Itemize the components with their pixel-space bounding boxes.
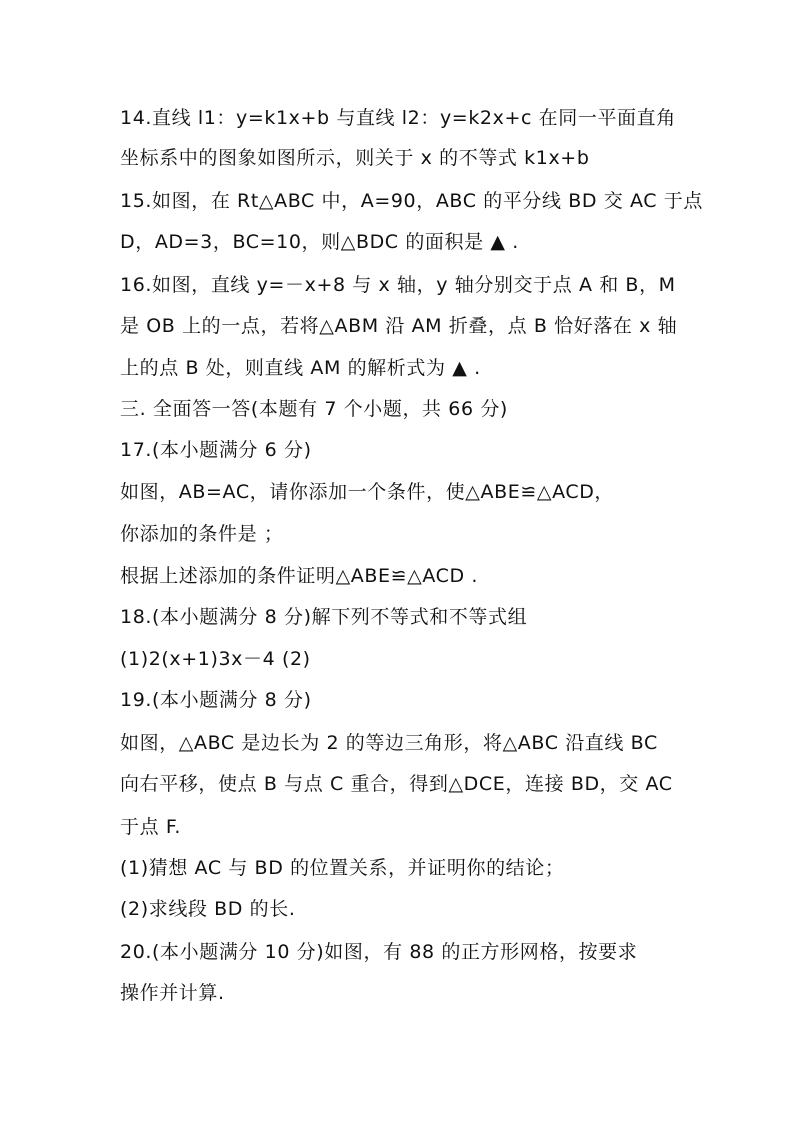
text-line: 14.直线 l1：y=k1x+b 与直线 l2：y=k2x+c 在同一平面直角 xyxy=(120,107,676,129)
text-line: (1)2(x+1)3x－4 (2) xyxy=(120,648,311,670)
question-heading: 20.(本小题满分 10 分)如图，有 88 的正方形网格，按要求 xyxy=(120,941,638,963)
text-line: 16.如图，直线 y=－x+8 与 x 轴，y 轴分别交于点 A 和 B，M xyxy=(120,274,676,296)
text-line: (2)求线段 BD 的长. xyxy=(120,898,296,920)
text-line: 如图，AB=AC，请你添加一个条件，使△ABE≌△ACD， xyxy=(120,481,615,503)
text-line: (1)猜想 AC 与 BD 的位置关系，并证明你的结论； xyxy=(120,857,565,879)
text-line: 根据上述添加的条件证明△ABE≌△ACD . xyxy=(120,565,479,587)
question-heading: 19.(本小题满分 8 分) xyxy=(120,689,312,711)
text-line: 15.如图，在 Rt△ABC 中，A=90，ABC 的平分线 BD 交 AC 于点 xyxy=(120,190,703,212)
question-heading: 18.(本小题满分 8 分)解下列不等式和不等式组 xyxy=(120,606,528,628)
section-heading: 三. 全面答一答(本题有 7 个小题，共 66 分) xyxy=(120,398,508,420)
text-line: 你添加的条件是 ； xyxy=(120,523,284,545)
text-line: D，AD=3，BC=10，则△BDC 的面积是 ▲ . xyxy=(120,231,519,253)
text-line: 于点 F. xyxy=(120,816,181,838)
text-line: 上的点 B 处，则直线 AM 的解析式为 ▲ . xyxy=(120,357,481,379)
text-line: 坐标系中的图象如图所示，则关于 x 的不等式 k1x+b xyxy=(120,147,590,169)
text-line: 操作并计算. xyxy=(120,982,225,1004)
text-line: 向右平移，使点 B 与点 C 重合，得到△DCE，连接 BD，交 AC xyxy=(120,773,673,795)
text-line: 是 OB 上的一点，若将△ABM 沿 AM 折叠，点 B 恰好落在 x 轴 xyxy=(120,315,678,337)
question-heading: 17.(本小题满分 6 分) xyxy=(120,439,312,461)
text-line: 如图，△ABC 是边长为 2 的等边三角形，将△ABC 沿直线 BC xyxy=(120,732,658,754)
